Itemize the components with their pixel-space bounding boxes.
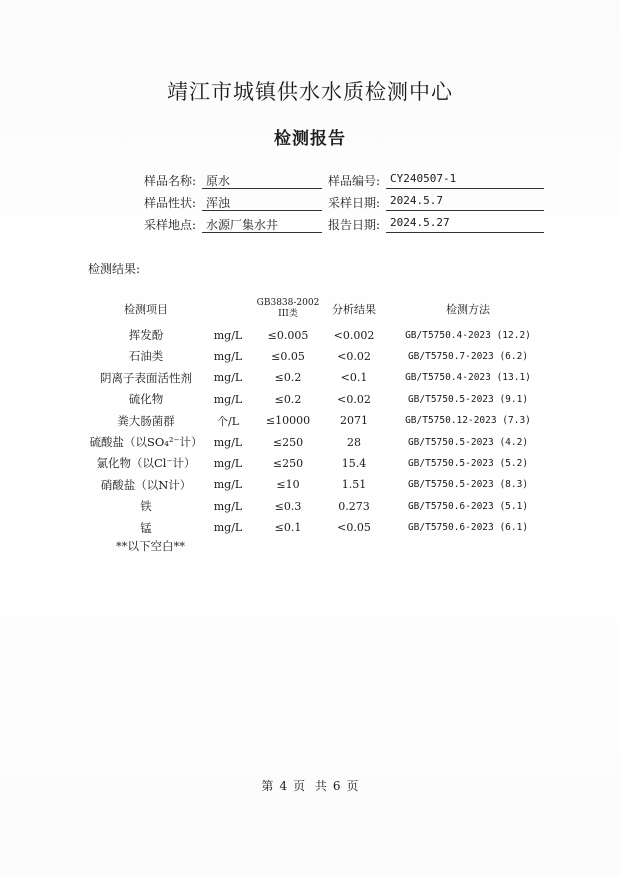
cell-unit: mg/L	[213, 435, 243, 449]
cell-unit: mg/L	[213, 499, 243, 513]
cell-limit: ≤0.2	[274, 392, 302, 406]
cell-result: 1.51	[341, 478, 367, 492]
cell-result: 2071	[340, 414, 368, 428]
org-title: 靖江市城镇供水水质检测中心	[167, 80, 453, 104]
footer-middle: 页 共	[293, 779, 327, 793]
cell-item: 石油类	[128, 349, 164, 364]
cell-unit: mg/L	[213, 521, 243, 535]
sample-name-value: 原水	[202, 172, 322, 189]
cell-unit: mg/L	[213, 328, 243, 342]
report-date-value: 2024.5.27	[386, 216, 544, 233]
results-section-label: 检测结果:	[88, 262, 141, 276]
end-mark: **以下空白**	[116, 539, 185, 553]
cell-result: <0.05	[337, 521, 371, 535]
page-footer	[0, 777, 620, 794]
cell-method: GB/T5750.7-2023 (6.2)	[407, 350, 529, 362]
cell-unit: 个/L	[216, 414, 239, 428]
table-row	[0, 368, 620, 388]
cell-limit: ≤10	[276, 478, 300, 492]
sampling-date-label: 采样日期:	[327, 196, 380, 210]
footer-suffix: 页	[346, 779, 359, 793]
header-method: 检测方法	[446, 303, 490, 316]
table-row	[0, 453, 620, 473]
sample-state-value: 浑浊	[202, 194, 322, 211]
cell-method: GB/T5750.5-2023 (5.2)	[407, 457, 529, 469]
cell-unit: mg/L	[213, 478, 243, 492]
table-row	[0, 325, 620, 345]
cell-unit: mg/L	[213, 456, 243, 470]
cell-result: 0.273	[338, 499, 370, 513]
cell-limit: ≤0.1	[274, 521, 302, 535]
cell-limit: ≤0.3	[274, 499, 302, 513]
footer-page-number: 4	[279, 779, 288, 793]
cell-method: GB/T5750.6-2023 (5.1)	[407, 500, 529, 512]
cell-limit: ≤10000	[265, 414, 311, 428]
cell-result: <0.02	[337, 392, 371, 406]
cell-item: 硝酸盐（以N计）	[100, 477, 192, 492]
cell-item: 硫化物	[128, 392, 164, 407]
sampling-date-value: 2024.5.7	[386, 194, 544, 211]
cell-limit: ≤0.005	[267, 328, 309, 342]
table-row	[0, 346, 620, 366]
sample-state-label: 样品性状:	[143, 196, 196, 210]
footer-total-pages: 6	[332, 779, 341, 793]
sample-no-label: 样品编号:	[327, 174, 380, 188]
cell-item: 氯化物（以Cl⁻计）	[96, 456, 196, 471]
cell-result: <0.02	[337, 349, 371, 363]
cell-item: 硫酸盐（以SO₄²⁻计）	[89, 435, 203, 449]
cell-method: GB/T5750.5-2023 (4.2)	[407, 436, 529, 448]
cell-limit: ≤0.05	[271, 349, 305, 363]
cell-method: GB/T5750.12-2023 (7.3)	[405, 415, 531, 427]
header-result: 分析结果	[332, 303, 376, 316]
sampling-site-value: 水源厂集水井	[202, 216, 322, 233]
cell-method: GB/T5750.4-2023 (13.1)	[405, 372, 531, 384]
info-row-3	[0, 216, 620, 236]
cell-method: GB/T5750.4-2023 (12.2)	[405, 329, 531, 341]
cell-limit: ≤250	[272, 435, 304, 449]
report-date-label: 报告日期:	[327, 218, 380, 232]
table-row	[0, 518, 620, 538]
cell-unit: mg/L	[213, 371, 243, 385]
sampling-site-label: 采样地点:	[143, 218, 196, 232]
cell-method: GB/T5750.6-2023 (6.1)	[407, 522, 529, 534]
sample-no-value: CY240507-1	[386, 172, 544, 189]
cell-item: 粪大肠菌群	[117, 413, 175, 428]
cell-limit: ≤250	[272, 456, 304, 470]
cell-unit: mg/L	[213, 392, 243, 406]
footer-prefix: 第	[261, 779, 274, 793]
cell-method: GB/T5750.5-2023 (9.1)	[407, 393, 529, 405]
header-standard-line1: GB3838-2002	[256, 298, 320, 308]
cell-item: 阴离子表面活性剂	[100, 370, 192, 385]
cell-method: GB/T5750.5-2023 (8.3)	[407, 479, 529, 491]
report-title: 检测报告	[274, 129, 346, 149]
table-row	[0, 389, 620, 409]
cell-item: 锰	[140, 520, 152, 535]
cell-limit: ≤0.2	[274, 371, 302, 385]
cell-result: 15.4	[341, 456, 367, 470]
cell-result: <0.002	[333, 328, 375, 342]
cell-result: 28	[347, 435, 361, 449]
sample-name-label: 样品名称:	[143, 174, 196, 188]
table-row	[0, 411, 620, 431]
cell-item: 铁	[140, 499, 152, 514]
table-row	[0, 496, 620, 516]
table-row	[0, 432, 620, 452]
info-row-1	[0, 172, 620, 192]
cell-result: <0.1	[340, 371, 368, 385]
table-row	[0, 475, 620, 495]
header-item: 检测项目	[124, 303, 168, 316]
info-row-2	[0, 194, 620, 214]
header-standard-line2: III类	[278, 309, 298, 319]
cell-unit: mg/L	[213, 349, 243, 363]
cell-item: 挥发酚	[128, 328, 164, 342]
